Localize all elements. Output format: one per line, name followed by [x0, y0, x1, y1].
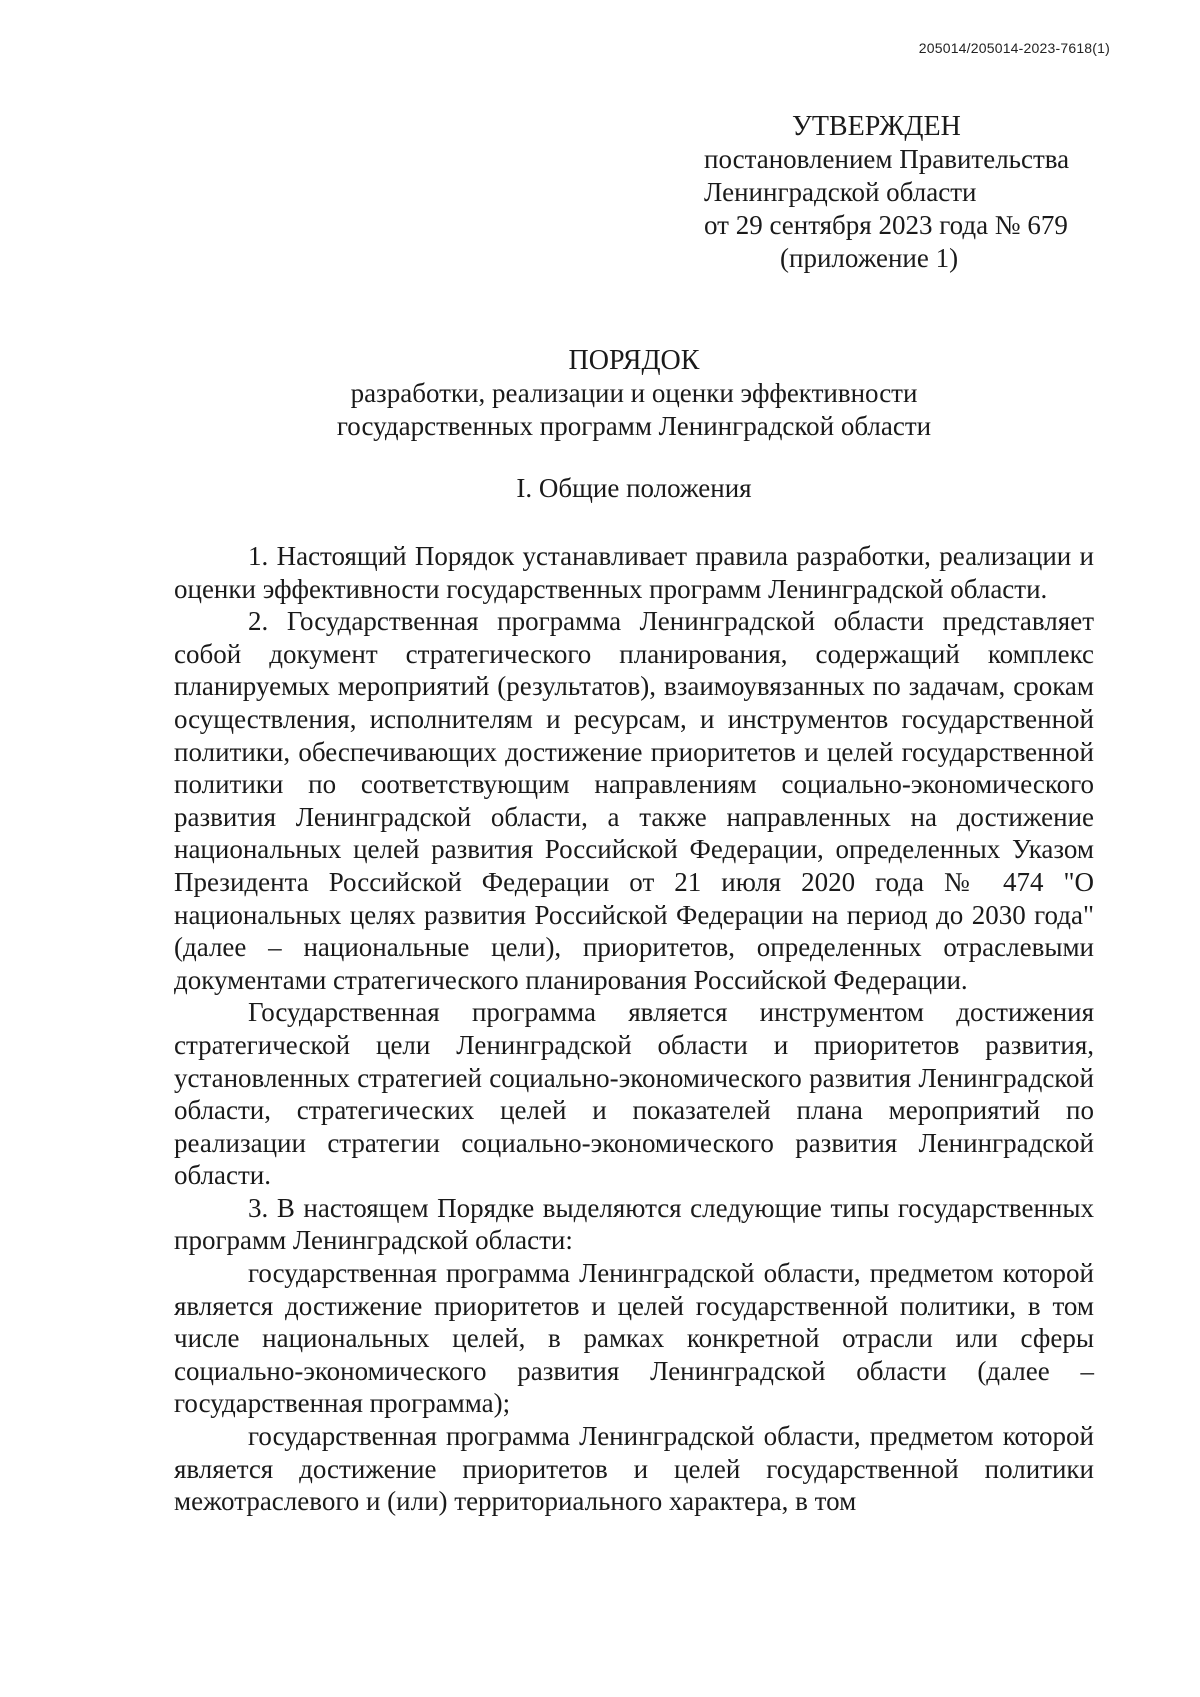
approval-annex-line: (приложение 1) — [780, 243, 959, 273]
paragraph: 3. В настоящем Порядке выделяются следующие типы государственных программ Ленинградской области: — [174, 1192, 1094, 1256]
section-heading: I. Общие положения — [516, 473, 752, 503]
paragraph: 1. Настоящий Порядок устанавливает правила разработки, реализации и оценки эффективности государственных программ Ленинградской области. — [174, 541, 1094, 604]
approval-region-line: Ленинградской области — [704, 177, 977, 207]
approval-decree-line: постановлением Правительства — [704, 144, 1070, 174]
document-body — [174, 540, 1094, 1518]
document-title: ПОРЯДОК — [568, 345, 700, 376]
approval-stamp-block — [704, 110, 1104, 275]
approved-heading: УТВЕРЖДЕН — [792, 111, 961, 142]
paragraph: Государственная программа является инструментом достижения стратегической цели Ленинградской области и приоритетов развития, установленных стратегией социально-экономического развития Ленинградской области, стратегических целей и показателей плана мероприятий по реализации стратегии социально-экономического развития Ленинградской области. — [174, 997, 1094, 1191]
document-id: 205014/205014-2023-7618(1) — [918, 40, 1110, 56]
document-subtitle-line-2: государственных программ Ленинградской области — [336, 411, 932, 441]
approval-date-line: от 29 сентября 2023 года № 679 — [704, 210, 1068, 240]
document-subtitle-line-1: разработки, реализации и оценки эффективности — [350, 378, 918, 408]
document-title-block — [174, 344, 1094, 443]
paragraph: государственная программа Ленинградской области, предметом которой является достижение приоритетов и целей государственной политики межотраслевого и (или) территориального характера, в том — [174, 1421, 1094, 1517]
paragraph: государственная программа Ленинградской области, предметом которой является достижение приоритетов и целей государственной политики, в том числе национальных целей, в рамках конкретной отрасли или сферы социально-экономического развития Ленинградской области (далее – государственная программа); — [174, 1258, 1094, 1419]
paragraph: 2. Государственная программа Ленинградской области представляет собой документ стратегического планирования, содержащий комплекс планируемых мероприятий (результатов), взаимоувязанных по задачам, срокам осуществления, исполнителям и ресурсам, и инструментов государственной политики, обеспечивающих достижение приоритетов и целей государственной политики по соответствующим направлениям социально-экономического развития Ленинградской области, а также направленных на достижение национальных целей развития Российской Федерации, определенных Указом Президента Российской Федерации от 21 июля 2020 года № 474 "О национальных целях развития Российской Федерации на период до 2030 года" (далее – национальные цели), приоритетов, определенных отраслевыми документами стратегического планирования Российской Федерации. — [174, 606, 1094, 995]
